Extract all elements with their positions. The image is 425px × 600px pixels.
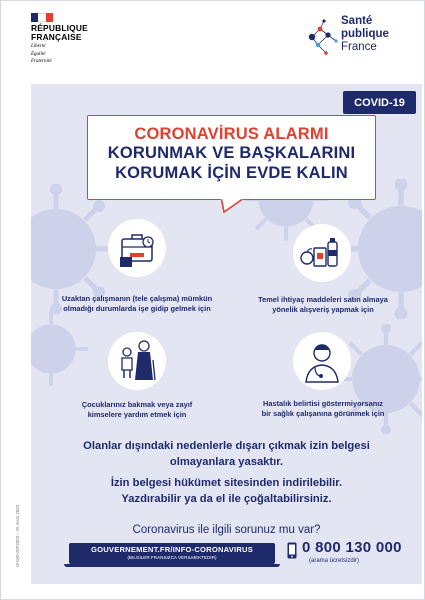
item-health-line2: bir sağlık çalışanına görünmek için (261, 409, 385, 418)
republic-name-line1: RÉPUBLIQUE (31, 23, 88, 33)
title-bubble (87, 115, 376, 200)
motto-fraternite: Fraternité (31, 59, 52, 65)
item-health-text (228, 399, 418, 419)
speech-bubble-tail-icon (221, 199, 245, 213)
statement-line2: olmayanlara yasaktır. (169, 455, 284, 468)
certificate-statement (39, 476, 414, 507)
website-note: (BILGILER FRANSIZCA VERILMEKTEDIR) (127, 555, 217, 560)
item-groceries-text (228, 295, 418, 315)
main-panel (31, 84, 422, 584)
statement-line1: Olanlar dışındaki nedenlerle dışarı çıkmak izin belgesi (83, 440, 370, 452)
elderly-child-icon (108, 332, 166, 390)
virus-background-icon (31, 309, 91, 389)
motto-egalite: Égalité (31, 51, 46, 57)
briefcase-icon (108, 219, 166, 277)
doctor-icon (293, 332, 351, 390)
agency-name-line3: France (341, 41, 377, 53)
item-work-line2: olmadığı durumlarda işe gidip gelmek için (63, 304, 211, 313)
agency-name-line1: Santé (341, 15, 373, 27)
phone-icon (287, 542, 297, 559)
republique-francaise-logo (31, 13, 111, 65)
title-alarm: CORONAVİRUS ALARMI (134, 125, 329, 143)
item-health-line1: Hastalık belirtisi göstermiyorsanız (263, 399, 383, 408)
item-work-line1: Uzaktan çalışmanın (tele çalışma) mümkün (61, 294, 213, 303)
restriction-statement (39, 439, 414, 470)
french-flag-icon (31, 13, 53, 22)
laptop-icon (69, 543, 275, 564)
care-illustration (108, 332, 166, 390)
item-care-line1: Çocuklarınız bakmak veya zayıf (81, 400, 193, 409)
contact-question: Coronavirus ile ilgili sorunuz mu var? (132, 524, 321, 536)
item-groceries-line2: yönelik alışveriş yapmak için (272, 305, 374, 314)
motto-liberte: Liberté (31, 44, 46, 49)
item-care-text (42, 400, 232, 420)
laptop-base (64, 564, 280, 567)
document-reference: W-040-20F2003 – 25 mars 2020 (15, 504, 20, 567)
website-url[interactable]: GOUVERNEMENT.FR/INFO-CORONAVIRUS (91, 545, 253, 554)
molecule-icon (306, 17, 340, 61)
item-care-line2: kimselere yardım etmek için (87, 410, 187, 419)
groceries-illustration (293, 224, 351, 282)
title-line2: KORUNMAK VE BAŞKALARINI (107, 144, 356, 162)
agency-name-line2: publique (341, 28, 389, 40)
item-work-text (42, 294, 232, 314)
title-line3: KORUMAK İÇİN EVDE KALIN (115, 163, 348, 182)
statement-line3: İzin belgesi hükümet sitesinden indirilebilir. (110, 477, 343, 489)
covid-badge: COVID-19 (343, 91, 416, 114)
item-groceries-line1: Temel ihtiyaç maddeleri satın almaya (258, 295, 388, 304)
groceries-icon (293, 224, 351, 282)
website-link[interactable] (69, 543, 275, 567)
statement-line4: Yazdırabilir ya da el ile çoğaltabilirsiniz. (121, 492, 332, 505)
hotline-number[interactable]: 0 800 130 000 (302, 539, 402, 556)
commute-work-illustration (108, 219, 166, 277)
health-illustration (293, 332, 351, 390)
republic-name-line2: FRANÇAISE (31, 32, 82, 42)
hotline-note: (arama ücretsizdir) (309, 558, 360, 564)
sante-publique-france-logo (306, 15, 406, 70)
